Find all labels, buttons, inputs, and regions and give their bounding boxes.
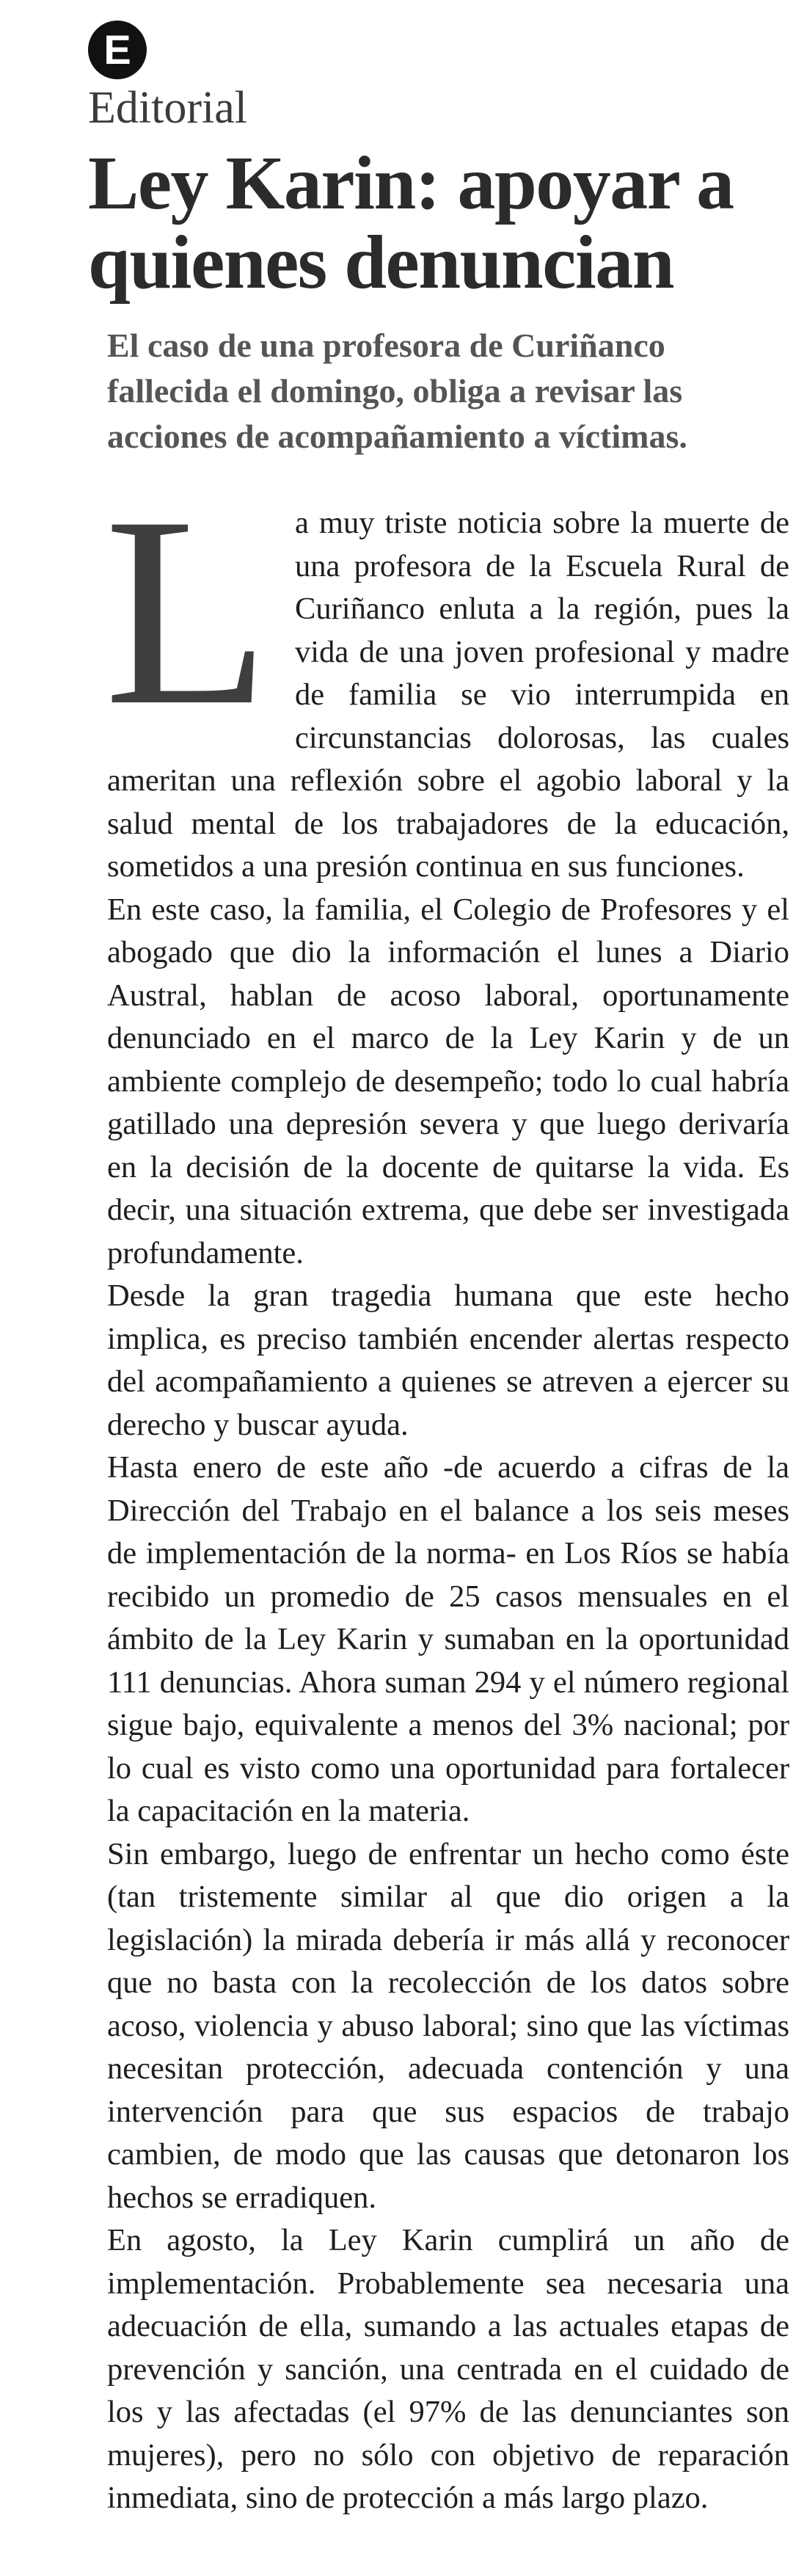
editorial-article [35,21,789,2520]
paragraph-2: En este caso, la familia, el Colegio de Profesores y el abogado que dio la información el lunes a Diario Austral, hablan de acoso laboral, oportunamente denunciado en el marco de la Ley Karin y de un ambiente complejo de desempeño; todo lo cual habría gatillado una depresión severa y que luego derivaría en la decisión de la docente de quitarse la vida. Es decir, una situación extrema, que debe ser investigada profundamente. [107,892,789,1270]
deck: El caso de una profesora de Curiñanco fallecida el domingo, obliga a revisar las acciones de acompañamiento a víctimas. [107,327,687,455]
paragraph-1 [104,461,789,889]
article-body [104,461,789,2520]
headline: Ley Karin: apoyar a quienes denuncian [88,141,734,305]
drop-cap: L [104,461,271,762]
section-badge: E [88,21,147,79]
paragraph-1-text: a muy triste noticia sobre la muerte de una profesora de la Escuela Rural de Curiñanco enluta a la región, pues la vida de una joven profesional y madre de familia se vio interrumpida en circunstancias dolorosas, las cuales ameritan una reflexión sobre el agobio laboral y la salud mental de los trabajadores de la educación, sometidos a una presión continua en sus funciones. [107,506,789,884]
section-label: Editorial [88,83,247,133]
paragraph-6: En agosto, la Ley Karin cumplirá un año de implementación. Probablemente sea necesaria una adecuación de ella, sumando a las actuales etapas de prevención y sanción, una centrada en el cuidado de los y las afectadas (el 97% de las denunciantes son mujeres), pero no sólo con objetivo de reparación inmediata, sino de protección a más largo plazo. [107,2223,789,2515]
paragraph-5: Sin embargo, luego de enfrentar un hecho como éste (tan tristemente similar al que dio origen a la legislación) la mirada debería ir más allá y reconocer que no basta con la recolección de los datos sobre acoso, violencia y abuso laboral; sino que las víctimas necesitan protección, adecuada contención y una intervención para que sus espacios de trabajo cambien, de modo que las causas que detonaron los hechos se erradiquen. [107,1836,789,2215]
paragraph-4: Hasta enero de este año -de acuerdo a cifras de la Dirección del Trabajo en el balance a los seis meses de implementación de la norma- en Los Ríos se había recibido un promedio de 25 casos mensuales en el ámbito de la Ley Karin y sumaban en la oportunidad 111 denuncias. Ahora suman 294 y el número regional sigue bajo, equivalente a menos del 3% nacional; por lo cual es visto como una oportunidad para fortalecer la capacitación en la materia. [107,1450,789,1828]
paragraph-3: Desde la gran tragedia humana que este hecho implica, es preciso también encender alertas respecto del acompañamiento a quienes se atreven a ejercer su derecho y buscar ayuda. [107,1278,789,1442]
